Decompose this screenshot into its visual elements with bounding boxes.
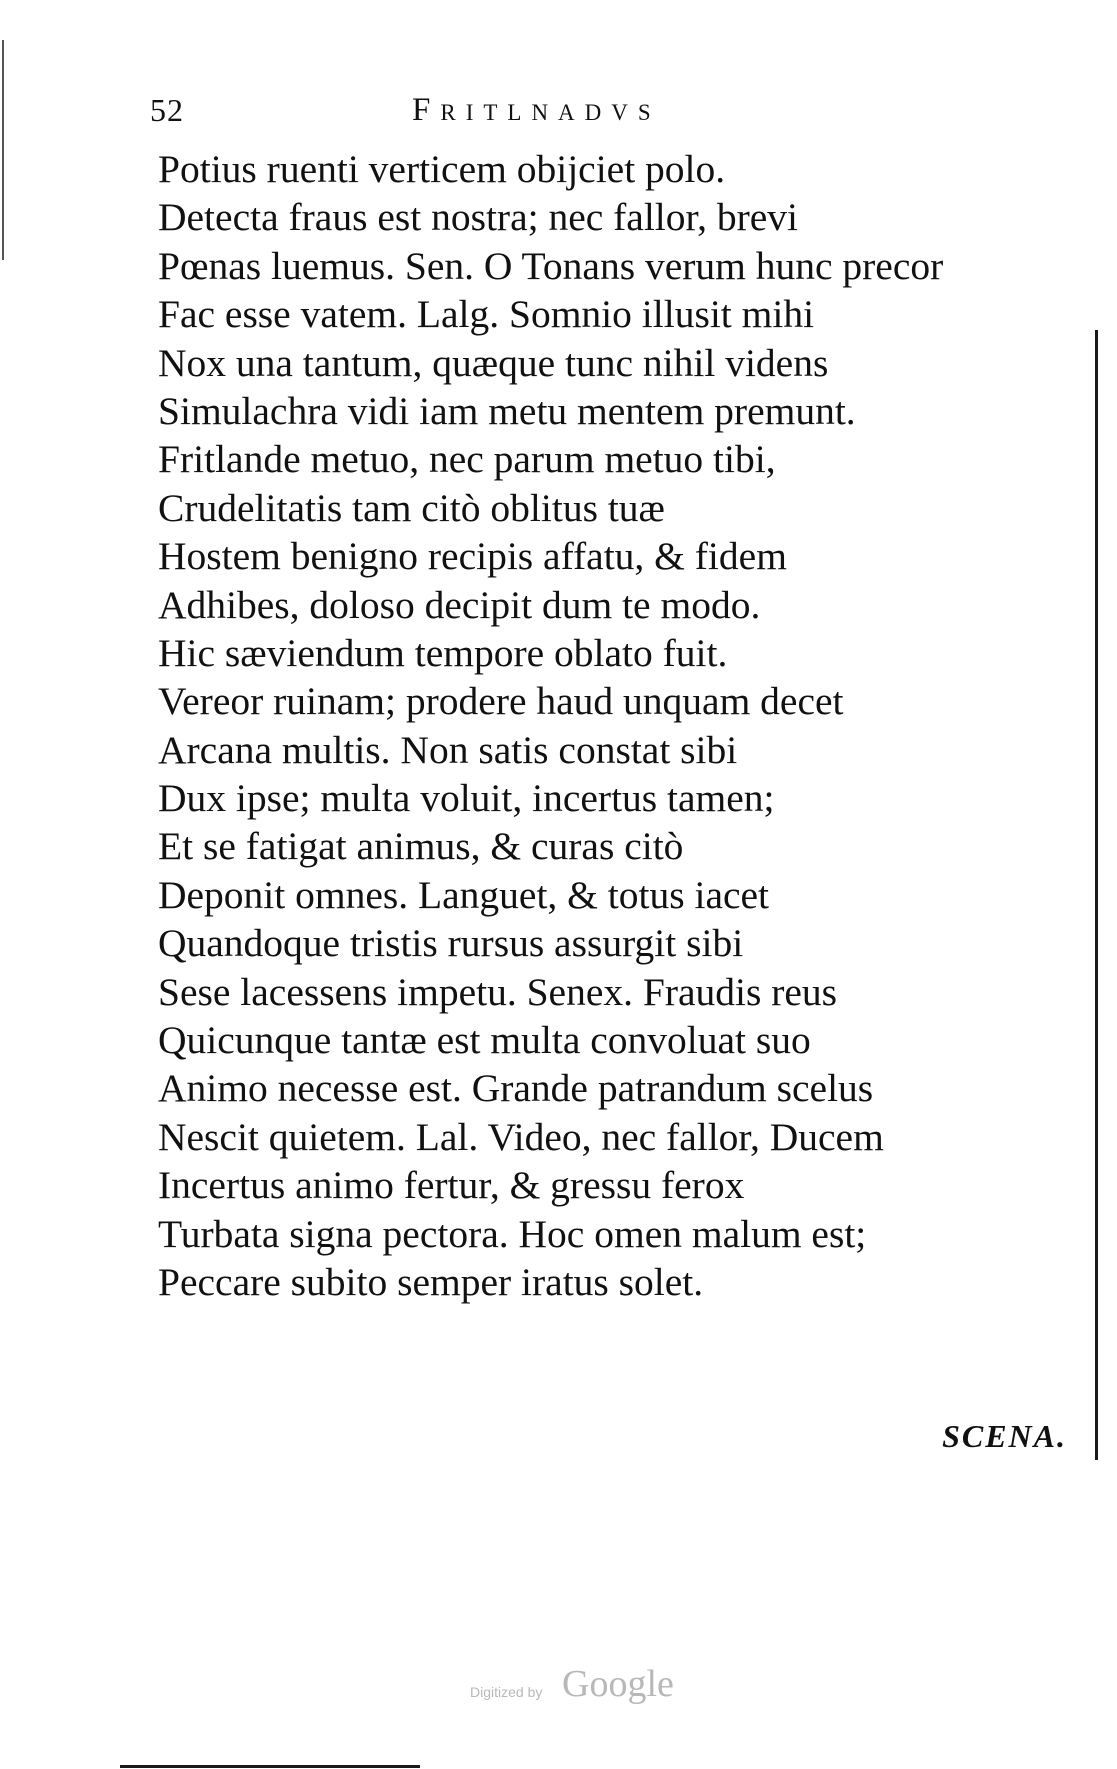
- digitizer-watermark: [470, 1662, 710, 1712]
- digitizer-prefix: Digitized by: [470, 1684, 543, 1700]
- verse-line: Vereor ruinam; prodere haud unquam decet: [158, 679, 844, 724]
- page-header: [150, 92, 790, 132]
- verse-line: Adhibes, doloso decipit dum te modo.: [158, 582, 761, 627]
- verse-line: Crudelitatis tam citò oblitus tuæ: [158, 485, 665, 530]
- verse-line: Deponit omnes. Languet, & totus iacet: [158, 872, 770, 917]
- verse-line: Potius ruenti verticem obijciet polo.: [158, 147, 726, 191]
- verse-line: Detecta fraus est nostra; nec fallor, brevi: [158, 195, 799, 240]
- catchword: SCENA.: [942, 1418, 1067, 1454]
- page-number: 52: [150, 92, 184, 128]
- verse-line: Fac esse vatem. Lalg. Somnio illusit mihi: [158, 292, 815, 337]
- verse-line: Hostem benigno recipis affatu, & fidem: [158, 534, 787, 579]
- verse-line: Dux ipse; multa voluit, incertus tamen;: [158, 776, 775, 821]
- scan-edge-left: [2, 40, 4, 260]
- verse-block: [158, 145, 1078, 1306]
- verse-line: Arcana multis. Non satis constat sibi: [158, 727, 738, 772]
- verse-line: Nox una tantum, quæque tunc nihil videns: [158, 340, 829, 385]
- verse-line: Hic sæviendum tempore oblato fuit.: [158, 630, 728, 675]
- verse-line: Sese lacessens impetu. Senex. Fraudis reus: [158, 969, 838, 1014]
- verse-line: Fritlande metuo, nec parum metuo tibi,: [158, 437, 776, 482]
- scan-edge-bottom: [120, 1765, 420, 1768]
- verse-line: Et se fatigat animus, & curas citò: [158, 824, 684, 869]
- verse-line: Peccare subito semper iratus solet.: [158, 1259, 704, 1304]
- verse-line: Quicunque tantæ est multa convoluat suo: [158, 1018, 811, 1063]
- digitizer-brand: Google: [562, 1663, 674, 1705]
- verse-line: Turbata signa pectora. Hoc omen malum est;: [158, 1211, 867, 1256]
- scan-edge-right: [1095, 330, 1098, 1460]
- verse-line: Simulachra vidi iam metu mentem premunt.: [158, 388, 856, 433]
- verse-line: Animo necesse est. Grande patrandum scelus: [158, 1066, 874, 1111]
- verse-line: Incertus animo fertur, & gressu ferox: [158, 1163, 745, 1208]
- running-head: Fritlnadvs: [412, 92, 661, 128]
- verse-line: Pœnas luemus. Sen. O Tonans verum hunc precor: [158, 243, 944, 288]
- verse-line: Nescit quietem. Lal. Video, nec fallor, Ducem: [158, 1114, 884, 1159]
- verse-line: Quandoque tristis rursus assurgit sibi: [158, 921, 744, 966]
